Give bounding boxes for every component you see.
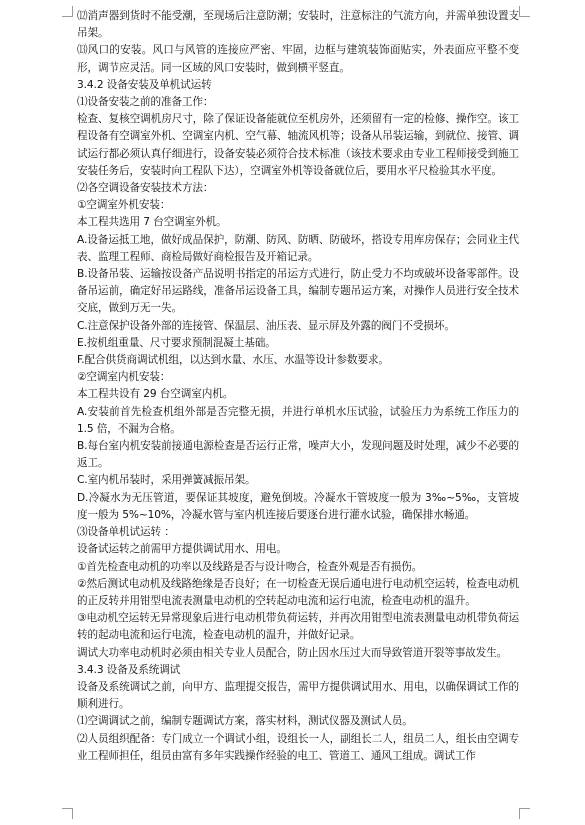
document-body	[77, 8, 519, 765]
paragraph: ⑿消声器到货时不能受潮，至现场后注意防潮；安装时，注意标注的气流方向，并需单独设置支吊架。	[77, 10, 519, 40]
paragraph: 本工程共设有 29 台空调室内机。	[77, 388, 234, 401]
crop-mark-top-right	[519, 6, 530, 17]
paragraph: C.注意保护设备外部的连接管、保温层、油压表、显示屏及外露的阀门不受损坏。	[77, 319, 455, 332]
paragraph: ②空调室内机安装：	[77, 371, 171, 384]
paragraph: ①首先检查电动机的功率以及线路是否与设计吻合，检查外观是否有损伤。	[77, 560, 423, 573]
paragraph: E.按机组重量、尺寸要求预制混凝土基础。	[77, 336, 276, 349]
paragraph: A.安装前首先检查机组外部是否完整无损，并进行单机水压试验，试验压力为系统工作压力的 1.5 倍，不漏为合格。	[77, 405, 519, 435]
paragraph: 设备及系统调试之前，向甲方、监理提交报告，需甲方提供调试用水、用电，以确保调试工作的顺利进行。	[77, 680, 519, 711]
paragraph: C.室内机吊装时，采用弹簧减振吊架。	[77, 474, 256, 487]
paragraph: B.每台室内机安装前接通电源检查是否运行正常，噪声大小，发现问题及时处理，减少不必要的返工。	[77, 440, 519, 470]
paragraph: ⑵人员组织配备：专门成立一个调试小组，设组长一人，副组长二人，组员二人，组长由空调专业工程师担任，组员由富有多年实践操作经验的电工、管道工、通风工组成。调试工作	[77, 732, 519, 762]
paragraph: ⑶设备单机试运转 ：	[77, 526, 175, 539]
section-heading: 3.4.2 设备安装及单机试运转	[77, 78, 212, 91]
paragraph: F.配合供货商调试机组，以达到水量、水压、水温等设计参数要求。	[77, 354, 389, 367]
paragraph: ⑴空调调试之前，编制专题调试方案，落实材料，测试仪器及测试人员。	[77, 715, 413, 728]
paragraph: ②然后测试电动机及线路绝缘是否良好；在一切检查无误后通电进行电动机空运转，检查电动机的正反转并用钳型电流表测量电动机的空转起动电流和运行电流，检查电动机的温升。	[77, 577, 519, 607]
paragraph: D.冷凝水为无压管道，要保证其坡度，避免倒坡。冷凝水干管坡度一般为 3‰~5‰，支管坡度一般为 5%~10%，冷凝水管与室内机连接后要逐台进行灌水试验，确保排水畅通。	[77, 491, 519, 521]
paragraph: A.设备运抵工地，做好成品保护，防潮、防风、防晒、防破坏，搭设专用库房保存；会同业主代表、监理工程师、商检局做好商检报告及开箱记录。	[77, 233, 519, 263]
crop-mark-top-left	[62, 6, 73, 17]
paragraph: 调试大功率电动机时必须由相关专业人员配合，防止因水压过大而导致管道开裂等事故发生。	[77, 646, 508, 659]
crop-mark-bottom-left	[62, 808, 73, 819]
paragraph: ⒀风口的安装。风口与风管的连接应严密、牢固，边框与建筑装饰面贴实，外表面应平整不变形，调节应灵活。同一区域的风口安装时，做到横平竖直。	[77, 44, 519, 74]
section-heading: 3.4.3 设备及系统调试	[77, 663, 181, 676]
paragraph: 检查、复核空调机房尺寸，除了保证设备能就位至机房外，还须留有一定的检修、操作空。该工程设备有空调室外机、空调室内机、空气幕、轴流风机等；设备从吊装运输，到就位、接管、调试运行都必须认真仔细进行，设备安装必须符合技术标准（该技术要求由专业工程师接受到施工安装任务后，安装时向工程队下达），空调室外机等设备就位后，要用水平尺检验其水平度。	[77, 113, 519, 177]
crop-mark-bottom-right	[519, 808, 530, 819]
paragraph: 本工程共选用 7 台空调室外机。	[77, 216, 227, 229]
paragraph: ⑵各空调设备安装技术方法：	[77, 182, 214, 195]
paragraph: B.设备吊装、运输按设备产品说明书指定的吊运方式进行，防止受力不均或破坏设备零部件。设备吊运前，确定好吊运路线，准备吊运设备工具，编制专题吊运方案，对操作人员进行安全技术交底，做到万无一失。	[77, 268, 519, 315]
paragraph: 设备试运转之前需甲方提供调试用水、用电。	[77, 543, 287, 556]
paragraph: ①空调室外机安装：	[77, 199, 171, 212]
paragraph: ⑴设备安装之前的准备工作：	[77, 96, 214, 109]
paragraph: ③电动机空运转无异常现象后进行电动机带负荷运转，并再次用钳型电流表测量电动机带负荷运转的起动电流和运行电流，检查电动机的温升，并做好记录。	[77, 612, 519, 642]
